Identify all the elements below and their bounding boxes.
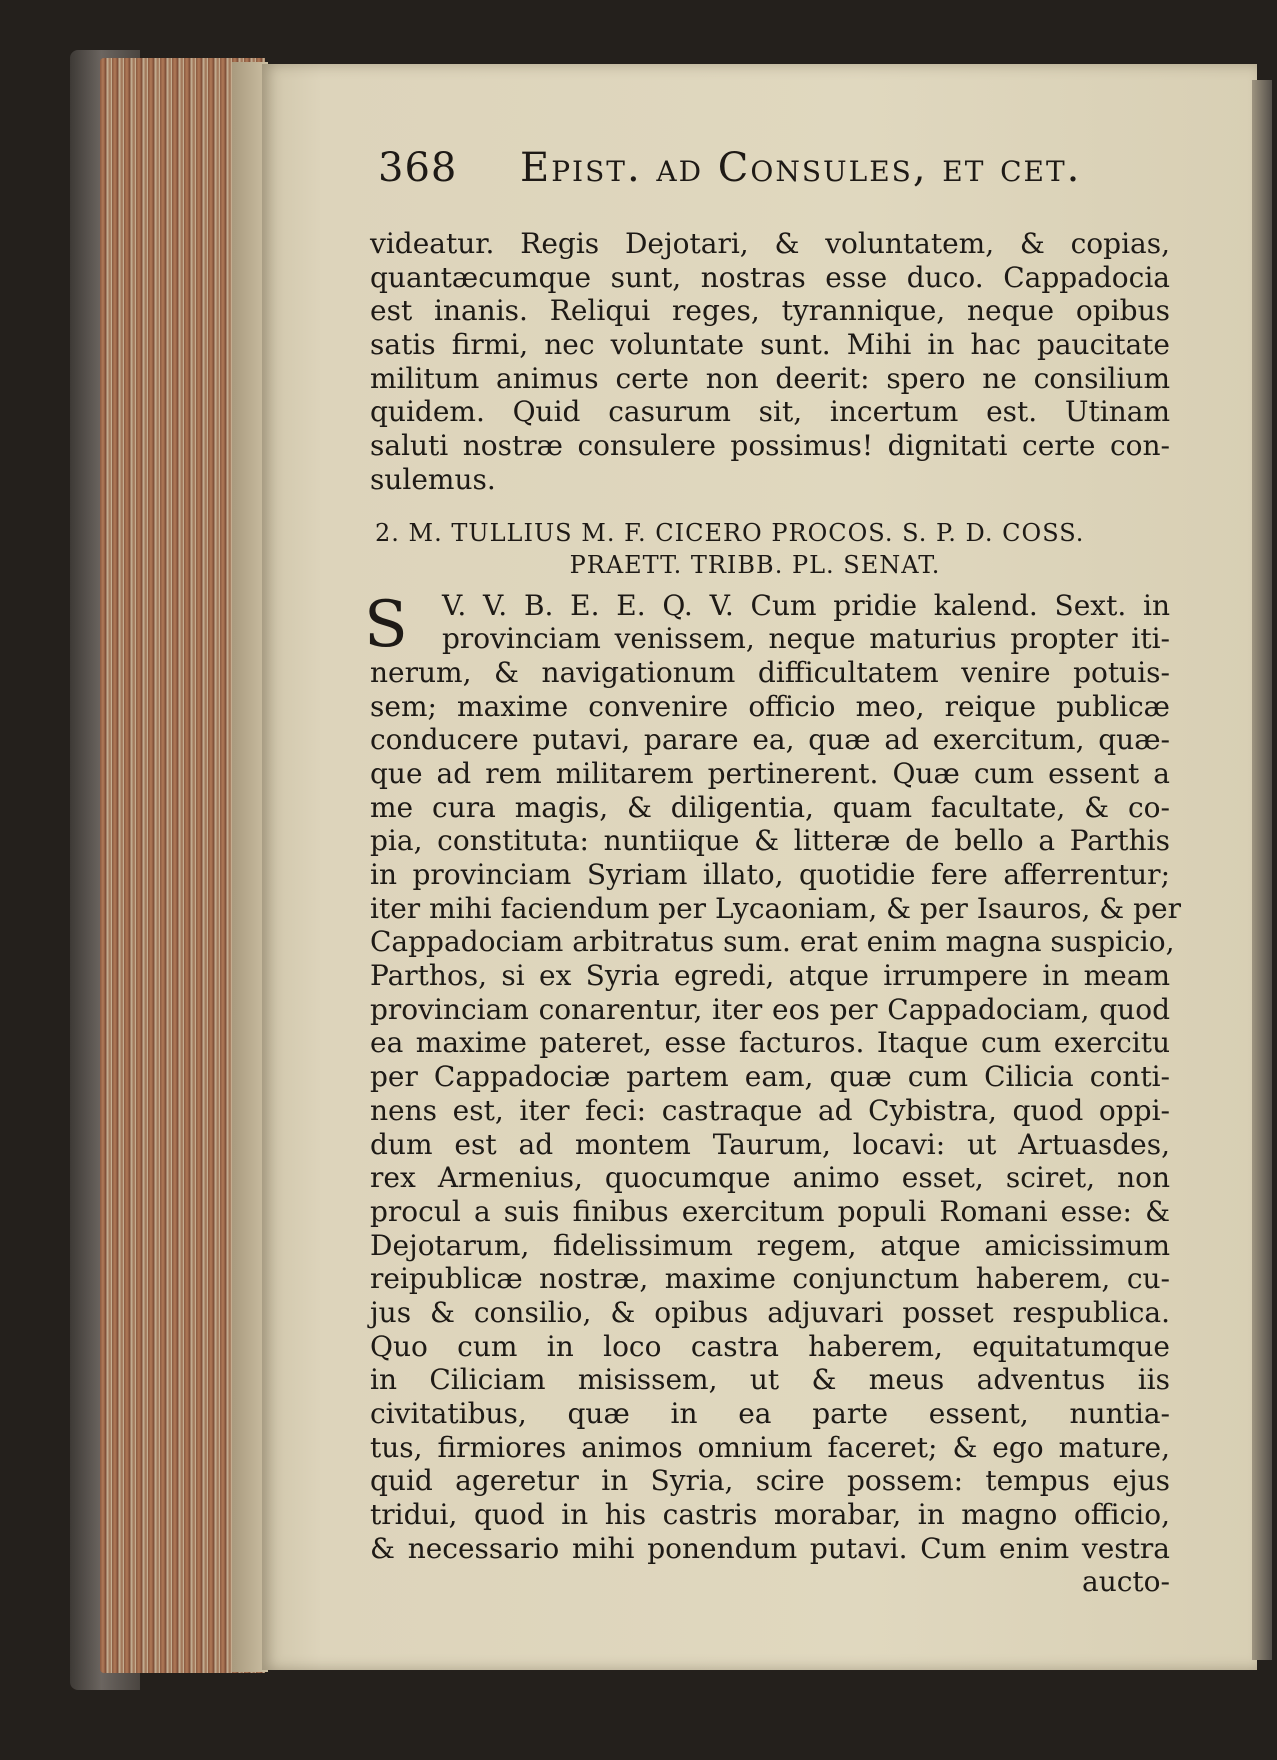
text-line: rex Armenius, quocumque animo esset, sciret, non bbox=[370, 1161, 1170, 1195]
catchword: aucto- bbox=[1082, 1565, 1170, 1599]
text-line: Cappadociam arbitratus sum. erat enim magna suspicio, bbox=[370, 925, 1175, 959]
text-line: sem; maxime convenire officio meo, reique publicæ bbox=[370, 689, 1170, 723]
text-line: est inanis. Reliqui reges, tyrannique, neque opibus bbox=[370, 294, 1170, 328]
text-line: satis firmi, nec voluntate sunt. Mihi in hac paucitate bbox=[370, 328, 1170, 362]
text-line: procul a suis finibus exercitum populi Romani esse: & bbox=[370, 1194, 1170, 1228]
text-line: nens est, iter feci: castraque ad Cybistra, quod oppi- bbox=[370, 1093, 1170, 1127]
text-line: tus, firmiores animos omnium faceret; & ego mature, bbox=[370, 1430, 1170, 1464]
text-line: conducere putavi, parare ea, quæ ad exercitum, quæ- bbox=[370, 723, 1170, 757]
page-number: 368 bbox=[378, 145, 458, 191]
text-line: Dejotarum, fidelissimum regem, atque amicissimum bbox=[370, 1228, 1170, 1262]
letter-heading bbox=[370, 517, 1170, 581]
running-title: Epist. ad Consules, et cet. bbox=[520, 145, 1082, 191]
text-line: militum animus certe non deerit: spero ne consilium bbox=[370, 361, 1170, 395]
text-line: pia, constituta: nuntiique & litteræ de bello a Parthis bbox=[370, 824, 1170, 858]
text-line: videatur. Regis Dejotari, & voluntatem, & copias, bbox=[370, 227, 1170, 260]
text-line: me cura magis, & diligentia, quam facultate, & co- bbox=[370, 790, 1170, 824]
text-line: ea maxime pateret, esse facturos. Itaque cum exercitu bbox=[370, 1026, 1170, 1060]
text-line: reipublicæ nostræ, maxime conjunctum haberem, cu- bbox=[370, 1262, 1170, 1296]
text-line: civitatibus, quæ in ea parte essent, nuntia- bbox=[370, 1397, 1170, 1430]
text-line: saluti nostræ consulere possimus! dignitati certe con- bbox=[370, 429, 1170, 463]
text-line: que ad rem militarem pertinerent. Quæ cum essent a bbox=[370, 756, 1170, 790]
text-line: Parthos, si ex Syria egredi, atque irrumpere in meam bbox=[370, 959, 1170, 993]
text-line: per Cappadociæ partem eam, quæ cum Cilicia conti- bbox=[370, 1060, 1170, 1094]
text-line: V. V. B. E. E. Q. V. Cum pridie kalend. Sext. in bbox=[442, 588, 1170, 622]
text-line: in provinciam Syriam illato, quotidie fere afferrentur; bbox=[370, 858, 1170, 891]
paragraph-continuation bbox=[370, 227, 1170, 497]
letter-heading-line: PRAETT. TRIBB. PL. SENAT. bbox=[569, 550, 941, 579]
text-line: dum est ad montem Taurum, locavi: ut Artuasdes, bbox=[370, 1127, 1170, 1161]
letter-body bbox=[364, 587, 1182, 1600]
text-line: in Ciliciam misissem, ut & meus adventus iis bbox=[370, 1363, 1170, 1397]
right-page-edge bbox=[1252, 80, 1272, 1660]
text-line: sulemus. bbox=[370, 462, 496, 496]
text-line: tridui, quod in his castris morabar, in magno officio, bbox=[370, 1498, 1170, 1532]
text-line: iter mihi faciendum per Lycaoniam, & per Isauros, & per bbox=[370, 891, 1182, 925]
letter-heading-line: 2. M. TULLIUS M. F. CICERO PROCOS. S. P. D. COSS. bbox=[375, 518, 1085, 547]
text-line: quantæcumque sunt, nostras esse duco. Cappadocia bbox=[370, 260, 1170, 294]
text-line: provinciam venissem, neque maturius propter iti- bbox=[442, 622, 1170, 656]
text-line: nerum, & navigationum difficultatem venire potuis- bbox=[370, 655, 1170, 689]
page-header bbox=[370, 145, 1170, 215]
text-line: Quo cum in loco castra haberem, equitatumque bbox=[370, 1329, 1170, 1363]
text-line: provinciam conarentur, iter eos per Cappadociam, quod bbox=[370, 992, 1170, 1026]
text-line: quid ageretur in Syria, scire possem: tempus ejus bbox=[370, 1464, 1170, 1498]
drop-cap: S bbox=[364, 587, 408, 662]
page-text bbox=[364, 145, 1182, 1599]
text-line: & necessario mihi ponendum putavi. Cum enim vestra bbox=[370, 1531, 1170, 1565]
text-line: quidem. Quid casurum sit, incertum est. Utinam bbox=[370, 395, 1170, 429]
text-line: jus & consilio, & opibus adjuvari posset respublica. bbox=[370, 1295, 1170, 1329]
